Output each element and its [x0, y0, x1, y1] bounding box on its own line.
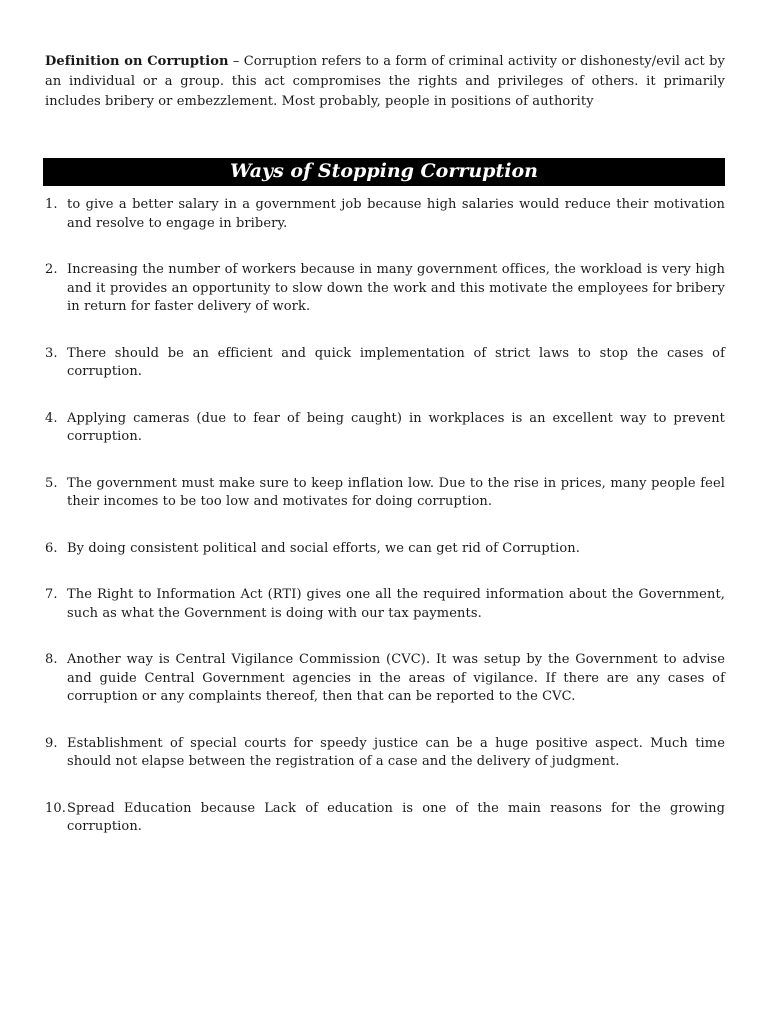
- list-item-number: 10.: [45, 800, 66, 816]
- list-item-text: There should be an efficient and quick implementation of strict laws to stop the cases of corruption.: [67, 345, 725, 379]
- list-item: [45, 586, 725, 623]
- list-item-number: 8.: [45, 652, 58, 667]
- list-item-text: By doing consistent political and social efforts, we can get rid of Corruption.: [67, 540, 580, 556]
- definition-paragraph: [45, 52, 725, 112]
- definition-body: Corruption refers to a form of criminal activity or dishonesty/evil act by an individual or a group. this act compromises the rights and privileges of others. it primarily includes bribery or embezzlement. Most probably, people in positions of authority: [45, 54, 725, 109]
- list-item-text: Another way is Central Vigilance Commission (CVC). It was setup by the Government to advise and guide Central Government agencies in the areas of vigilance. If there are any cases of corruption or any complaints thereof, then that can be reported to the CVC.: [67, 652, 725, 704]
- list-item: [45, 540, 725, 559]
- list-item-text: Establishment of special courts for speedy justice can be a huge positive aspect. Much time should not elapse between the registration of a case and the delivery of judgment.: [67, 735, 725, 769]
- definition-section: [45, 52, 725, 112]
- list-item-number: 9.: [45, 735, 58, 751]
- list-item-text: Applying cameras (due to fear of being caught) in workplaces is an excellent way to prevent corruption.: [67, 410, 725, 444]
- definition-separator: –: [228, 54, 244, 69]
- definition-term: Definition on Corruption: [45, 54, 229, 69]
- list-item-number: 6.: [45, 540, 58, 556]
- ways-list: [45, 196, 725, 837]
- list-item-text: Increasing the number of workers because in many government offices, the workload is very high and it provides an opportunity to slow down the work and this motivate the employees for bribery in return for faster delivery of work.: [67, 262, 725, 314]
- list-item-number: 3.: [45, 345, 58, 361]
- list-item: [45, 261, 725, 317]
- list-item-number: 2.: [45, 262, 58, 277]
- list-item: [45, 410, 725, 447]
- list-item-number: 5.: [45, 475, 58, 491]
- section-heading-banner: [43, 158, 725, 186]
- list-item-text: The government must make sure to keep inflation low. Due to the rise in prices, many people feel their incomes to be too low and motivates for doing corruption.: [67, 475, 725, 509]
- list-item: [45, 475, 725, 512]
- list-item: [45, 800, 725, 837]
- list-item: [45, 345, 725, 382]
- list-item: [45, 651, 725, 707]
- list-item-text: The Right to Information Act (RTI) gives one all the required information about the Government, such as what the Government is doing with our tax payments.: [67, 587, 725, 621]
- list-item: [45, 735, 725, 772]
- list-item-text: Spread Education because Lack of education is one of the main reasons for the growing corruption.: [67, 800, 725, 834]
- list-item-text: to give a better salary in a government job because high salaries would reduce their motivation and resolve to engage in bribery.: [67, 197, 725, 231]
- list-item-number: 1.: [45, 197, 58, 212]
- list-item: [45, 196, 725, 233]
- list-item-number: 4.: [45, 410, 58, 426]
- section-heading: Ways of Stopping Corruption: [230, 160, 538, 182]
- list-item-number: 7.: [45, 587, 58, 602]
